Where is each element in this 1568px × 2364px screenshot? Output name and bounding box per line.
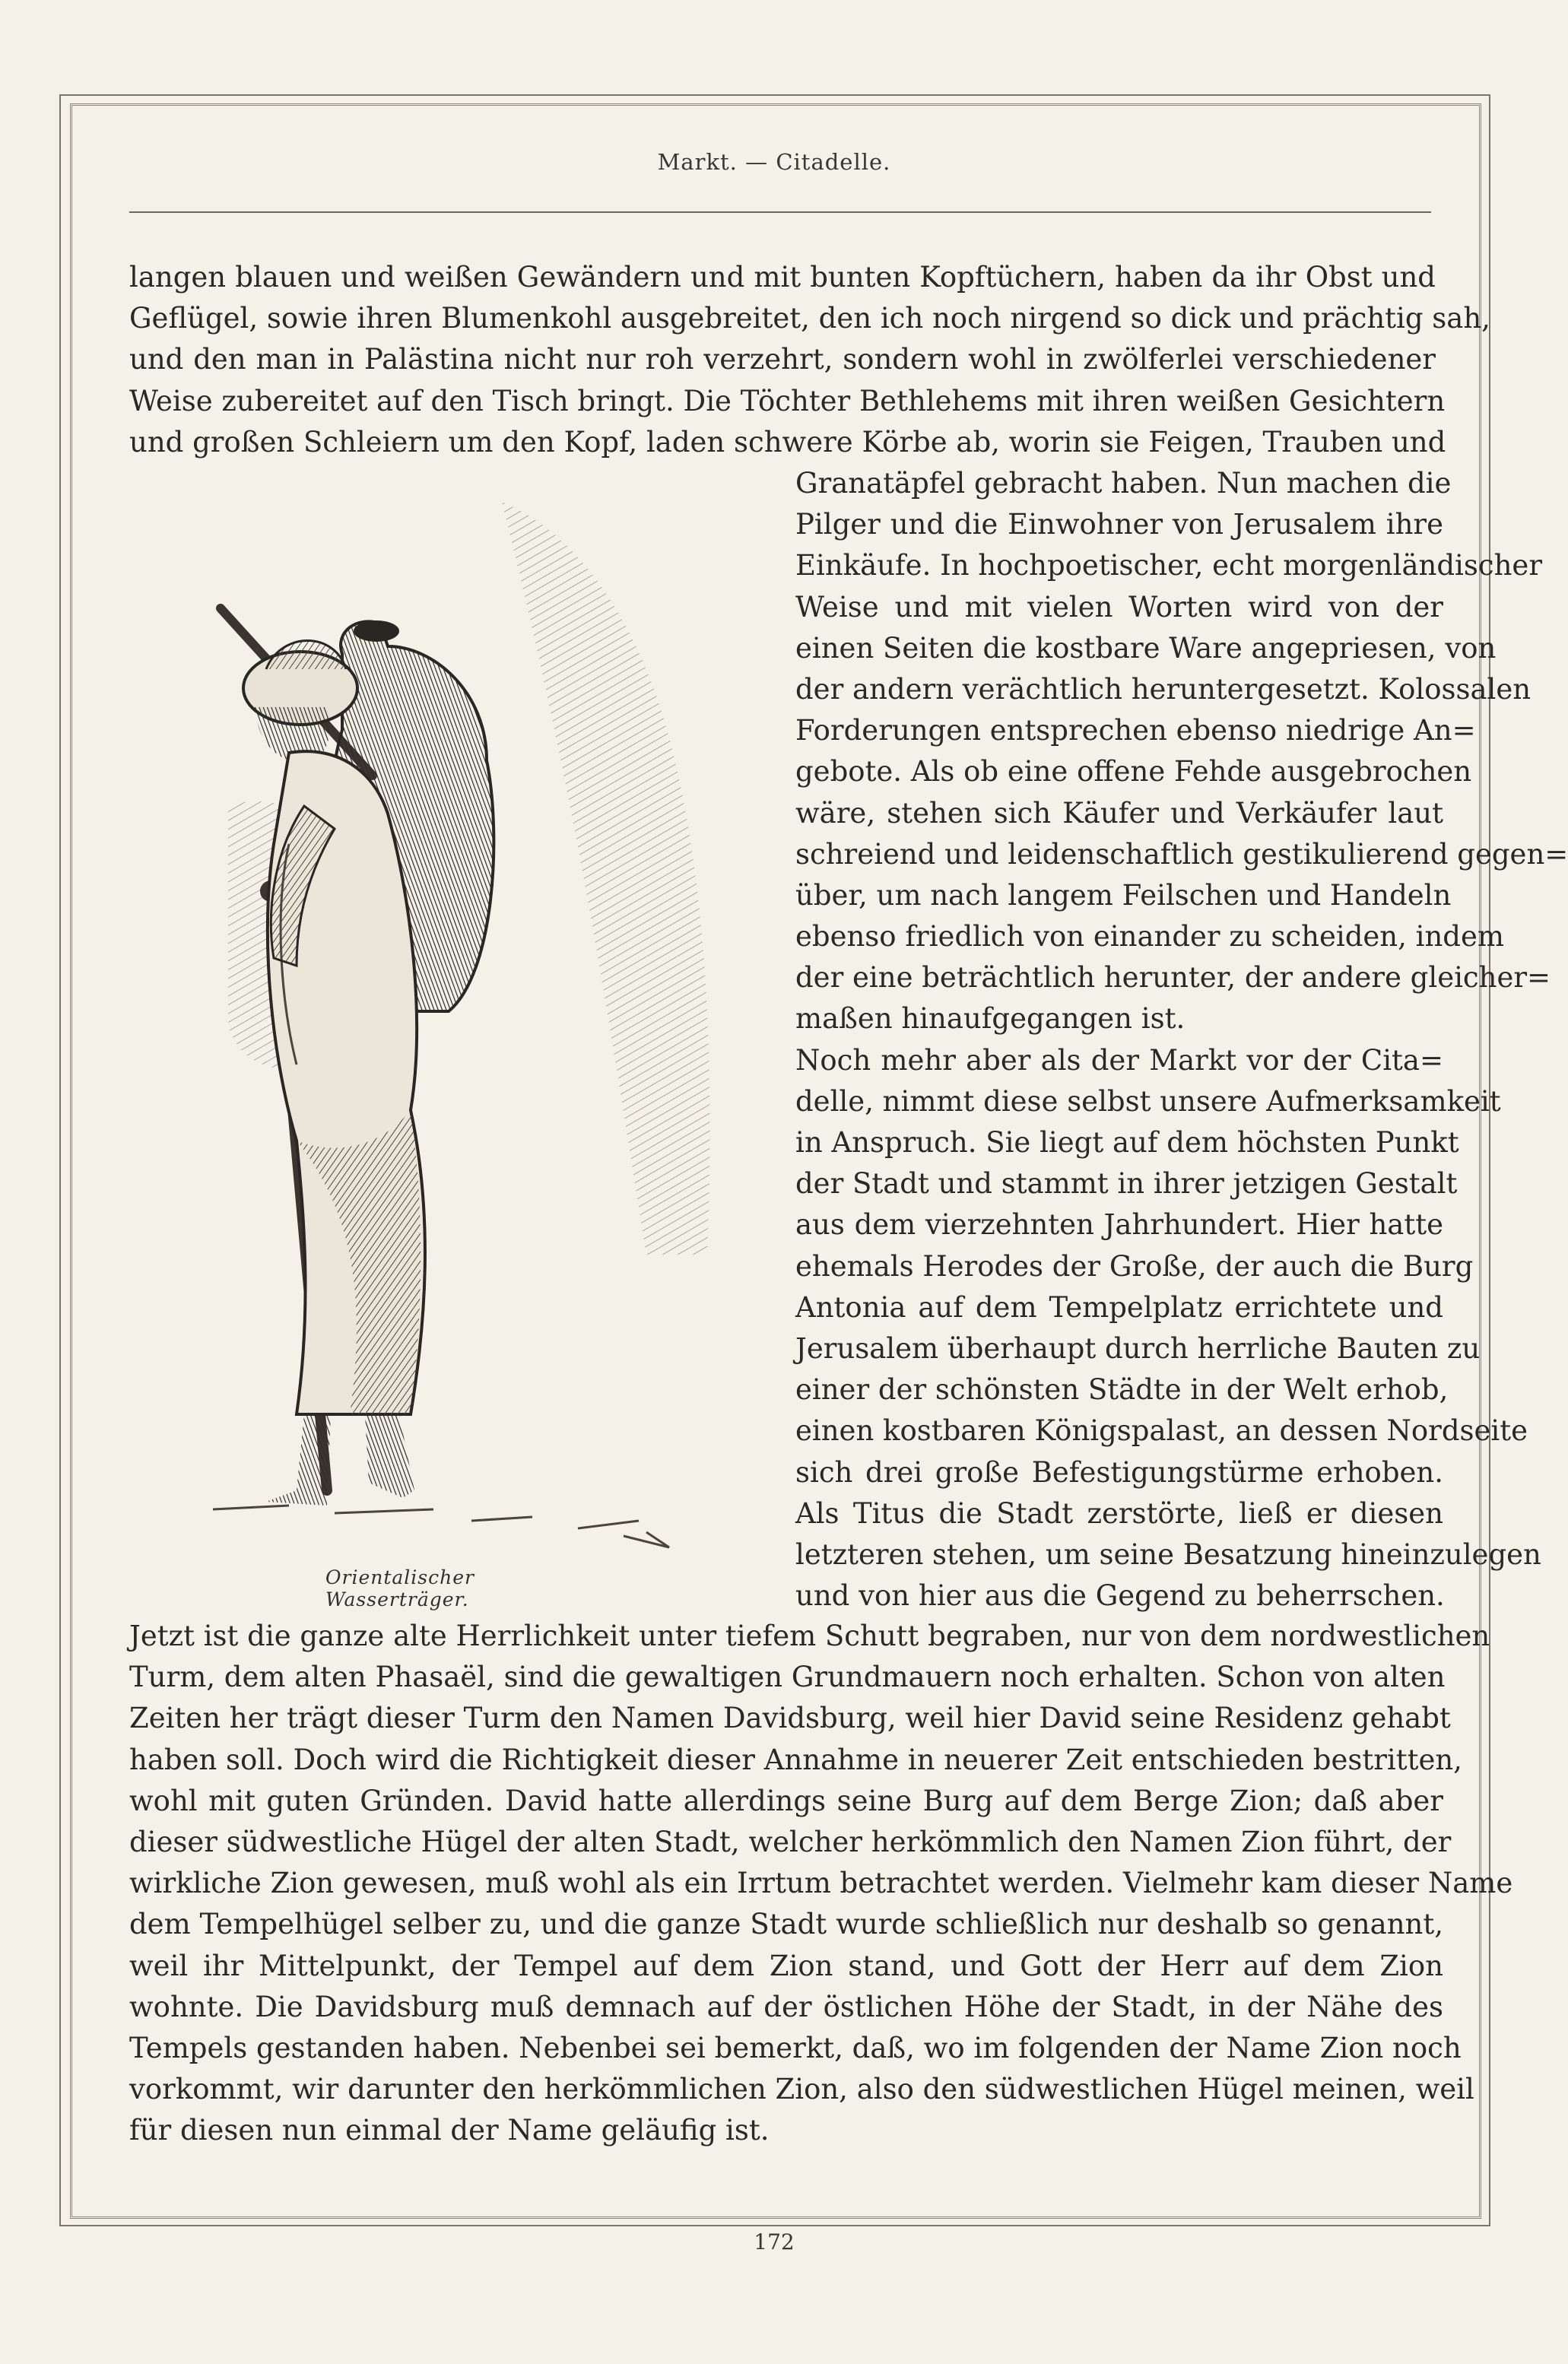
text-line: Einkäufe. In hochpoetischer, echt morgenländischer (795, 549, 1542, 582)
text-line: Pilger und die Einwohner von Jerusalem ihre (795, 508, 1443, 541)
text-line: ehemals Herodes der Große, der auch die Burg (795, 1249, 1474, 1283)
text-line: über, um nach langem Feilschen und Handeln (795, 878, 1452, 912)
text-line: Weise zubereitet auf den Tisch bringt. Die Töchter Bethlehems mit ihren weißen Gesichtern (129, 384, 1446, 417)
text-line: gebote. Als ob eine offene Fehde ausgebrochen (795, 755, 1472, 789)
text-line: einen Seiten die kostbare Ware angepriesen, von (795, 631, 1497, 665)
text-line: dem Tempelhügel selber zu, und die ganze Stadt wurde schließlich nur deshalb so genannt, (129, 1908, 1443, 1941)
text-line: wirkliche Zion gewesen, muß wohl als ein Irrtum betrachtet werden. Vielmehr kam dieser Name (129, 1867, 1513, 1900)
text-line: Noch mehr aber als der Markt vor der Cita= (795, 1043, 1443, 1077)
text-line: und den man in Palästina nicht nur roh verzehrt, sondern wohl in zwölferlei verschiedener (129, 343, 1436, 376)
text-line: maßen hinaufgegangen ist. (795, 1002, 1186, 1036)
text-line: einen kostbaren Königspalast, an dessen Nordseite (795, 1414, 1528, 1448)
figure-caption: Orientalischer Wasserträger. (325, 1566, 475, 1610)
text-line: und großen Schleiern um den Kopf, laden schwere Körbe ab, worin sie Feigen, Trauben und (129, 425, 1446, 459)
text-line: der eine beträchtlich herunter, der andere gleicher= (795, 961, 1551, 995)
text-line: Geflügel, sowie ihren Blumenkohl ausgebreitet, den ich noch nirgend so dick und prächtig sah, (129, 302, 1490, 335)
text-line: letzteren stehen, um seine Besatzung hineinzulegen (795, 1537, 1541, 1571)
text-line: für diesen nun einmal der Name geläufig ist. (129, 2114, 770, 2147)
text-line: und von hier aus die Gegend zu beherrschen. (795, 1579, 1445, 1613)
text-line: delle, nimmt diese selbst unsere Aufmerksamkeit (795, 1084, 1501, 1118)
text-line: vorkommt, wir darunter den herkömmlichen Zion, also den südwestlichen Hügel meinen, weil (129, 2073, 1474, 2106)
engraving (183, 487, 768, 1551)
text-line: ebenso friedlich von einander zu scheiden, indem (795, 920, 1504, 954)
text-line: Tempels gestanden haben. Nebenbei sei bemerkt, daß, wo im folgenden der Name Zion noch (129, 2031, 1462, 2064)
text-line: der andern verächtlich heruntergesetzt. Kolossalen (795, 672, 1531, 706)
text-line: Jetzt ist die ganze alte Herrlichkeit unter tiefem Schutt begraben, nur von dem nordwestlichen (129, 1620, 1490, 1652)
text-line: Zeiten her trägt dieser Turm den Namen Davidsburg, weil hier David seine Residenz gehabt (129, 1702, 1451, 1735)
text-line: haben soll. Doch wird die Richtigkeit dieser Annahme in neuerer Zeit entschieden bestritten, (129, 1743, 1462, 1776)
text-line: wäre, stehen sich Käufer und Verkäufer laut (795, 796, 1443, 830)
text-line: weil ihr Mittelpunkt, der Tempel auf dem Zion stand, und Gott der Herr auf dem Zion (129, 1949, 1443, 1982)
text-line: Jerusalem überhaupt durch herrliche Bauten zu (795, 1331, 1481, 1365)
text-block-bottom (129, 1616, 1513, 2151)
text-line: wohl mit guten Gründen. David hatte allerdings seine Burg auf dem Berge Zion; daß aber (129, 1784, 1443, 1817)
text-block-top (129, 257, 1490, 463)
text-line: Forderungen entsprechen ebenso niedrige An= (795, 714, 1476, 747)
text-line: Antonia auf dem Tempelplatz errichtete und (795, 1290, 1443, 1324)
text-line: Granatäpfel gebracht haben. Nun machen die (795, 467, 1452, 500)
text-line: sich drei große Befestigungstürme erhoben. (795, 1455, 1443, 1489)
running-head: Markt. — Citadelle. (657, 149, 891, 175)
text-line: der Stadt und stammt in ihrer jetzigen Gestalt (795, 1167, 1458, 1201)
text-line: dieser südwestliche Hügel der alten Stadt, welcher herkömmlich den Namen Zion führt, der (129, 1825, 1452, 1858)
text-line: Als Titus die Stadt zerstörte, ließ er diesen (795, 1496, 1443, 1530)
page-number: 172 (754, 2229, 795, 2255)
text-line: wohnte. Die Davidsburg muß demnach auf der östlichen Höhe der Stadt, in der Nähe des (129, 1990, 1443, 2023)
text-block-right (795, 463, 1568, 1617)
water-carrier-illustration (183, 487, 768, 1551)
text-line: in Anspruch. Sie liegt auf dem höchsten Punkt (795, 1126, 1459, 1159)
text-line: schreiend und leidenschaftlich gestikulierend gegen= (795, 837, 1568, 871)
text-line: langen blauen und weißen Gewändern und mit bunten Kopftüchern, haben da ihr Obst und (129, 261, 1436, 294)
text-line: einer der schönsten Städte in der Welt erhob, (795, 1373, 1449, 1407)
text-line: Turm, dem alten Phasaël, sind die gewaltigen Grundmauern noch erhalten. Schon von alten (129, 1661, 1446, 1694)
head-rule (129, 211, 1431, 213)
text-line: Weise und mit vielen Worten wird von der (795, 590, 1443, 624)
text-line: aus dem vierzehnten Jahrhundert. Hier hatte (795, 1208, 1443, 1242)
